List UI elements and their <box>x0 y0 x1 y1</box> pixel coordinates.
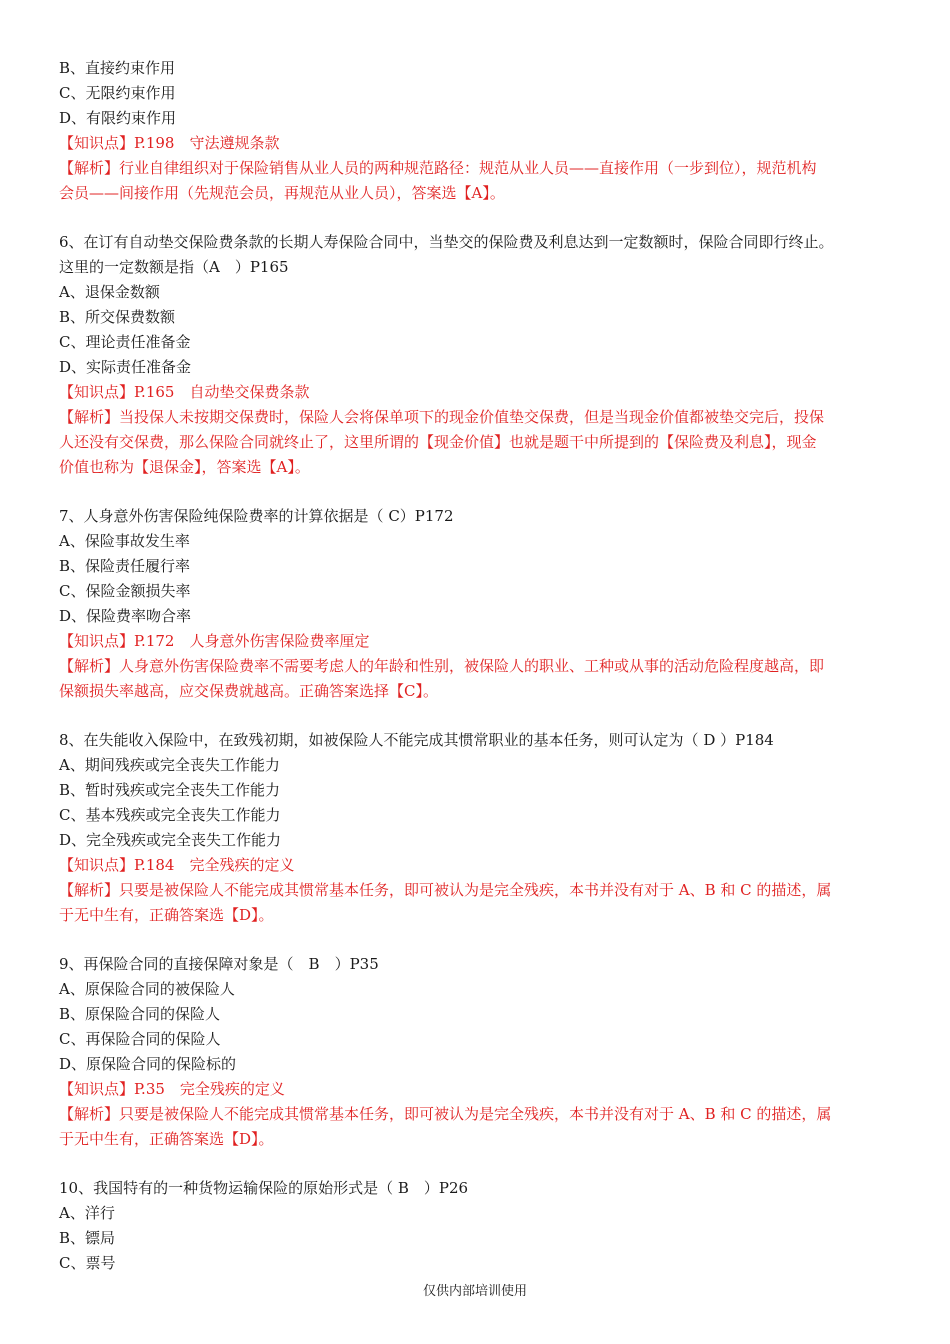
question-line: A、保险事故发生率 <box>59 532 190 550</box>
paragraph-gap <box>59 206 899 230</box>
annotation-line: 【知识点】P.198 守法遵规条款 <box>59 134 280 152</box>
annotation-line: 价值也称为【退保金】，答案选【A】。 <box>59 458 310 476</box>
question-line: D、完全残疾或完全丧失工作能力 <box>59 831 282 849</box>
question-line: B、暂时残疾或完全丧失工作能力 <box>59 781 281 799</box>
question-line: 10、我国特有的一种货物运输保险的原始形式是（ B ）P26 <box>59 1179 469 1197</box>
paragraph-gap <box>59 928 899 952</box>
annotation-line: 【解析】当投保人未按期交保费时，保险人会将保单项下的现金价值垫交保费，但是当现金价值都被垫交完后，投保 <box>59 408 825 426</box>
annotation-line: 会员——间接作用（先规范会员，再规范从业人员），答案选【A】。 <box>59 184 505 202</box>
annotation-line: 人还没有交保费，那么保险合同就终止了，这里所谓的【现金价值】也就是题干中所提到的【保险费及利息】，现金 <box>59 433 817 451</box>
question-line: 9、再保险合同的直接保障对象是（ B ）P35 <box>59 955 379 973</box>
question-line: C、再保险合同的保险人 <box>59 1030 221 1048</box>
question-line: 8、在失能收入保险中，在致残初期，如被保险人不能完成其惯常职业的基本任务，则可认定为（ D ）P184 <box>59 731 774 749</box>
question-line: C、无限约束作用 <box>59 84 176 102</box>
question-line: A、洋行 <box>59 1204 115 1222</box>
annotation-line: 【解析】只要是被保险人不能完成其惯常基本任务，即可被认为是完全残疾，本书并没有对于 A、B 和 C 的描述，属 <box>59 1105 832 1123</box>
annotation-line: 【知识点】P.172 人身意外伤害保险费率厘定 <box>59 632 370 650</box>
annotation-line: 于无中生有，正确答案选【D】。 <box>59 1130 274 1148</box>
question-line: D、实际责任准备金 <box>59 358 192 376</box>
paragraph-gap <box>59 480 899 504</box>
annotation-line: 【知识点】P.165 自动垫交保费条款 <box>59 383 310 401</box>
question-line: D、有限约束作用 <box>59 109 177 127</box>
annotation-line: 【解析】只要是被保险人不能完成其惯常基本任务，即可被认为是完全残疾，本书并没有对于 A、B 和 C 的描述，属 <box>59 881 832 899</box>
question-line: B、镖局 <box>59 1229 116 1247</box>
question-line: B、所交保费数额 <box>59 308 176 326</box>
document-body <box>59 56 899 1276</box>
annotation-line: 【知识点】P.184 完全残疾的定义 <box>59 856 295 874</box>
question-line: C、票号 <box>59 1254 116 1272</box>
question-line: B、直接约束作用 <box>59 59 176 77</box>
question-line: 7、人身意外伤害保险纯保险费率的计算依据是（ C）P172 <box>59 507 454 525</box>
question-line: A、期间残疾或完全丧失工作能力 <box>59 756 280 774</box>
question-line: C、保险金额损失率 <box>59 582 191 600</box>
annotation-line: 【解析】人身意外伤害保险费率不需要考虑人的年龄和性别，被保险人的职业、工种或从事的活动危险程度越高，即 <box>59 657 825 675</box>
question-line: 6、在订有自动垫交保险费条款的长期人寿保险合同中，当垫交的保险费及利息达到一定数额时，保险合同即行终止。 <box>59 233 834 251</box>
annotation-line: 保额损失率越高，应交保费就越高。正确答案选择【C】。 <box>59 682 438 700</box>
annotation-line: 【知识点】P.35 完全残疾的定义 <box>59 1080 285 1098</box>
paragraph-gap <box>59 1152 899 1176</box>
page-footer: 仅供内部培训使用 <box>422 1284 527 1299</box>
question-line: C、基本残疾或完全丧失工作能力 <box>59 806 281 824</box>
question-line: A、原保险合同的被保险人 <box>59 980 235 998</box>
paragraph-gap <box>59 704 899 728</box>
question-line: B、原保险合同的保险人 <box>59 1005 221 1023</box>
annotation-line: 【解析】行业自律组织对于保险销售从业人员的两种规范路径：规范从业人员——直接作用（一步到位），规范机构 <box>59 159 817 177</box>
annotation-line: 于无中生有，正确答案选【D】。 <box>59 906 274 924</box>
question-line: A、退保金数额 <box>59 283 160 301</box>
question-line: B、保险责任履行率 <box>59 557 191 575</box>
question-line: C、理论责任准备金 <box>59 333 191 351</box>
question-line: 这里的一定数额是指（A ）P165 <box>59 258 289 276</box>
question-line: D、原保险合同的保险标的 <box>59 1055 237 1073</box>
question-line: D、保险费率吻合率 <box>59 607 192 625</box>
